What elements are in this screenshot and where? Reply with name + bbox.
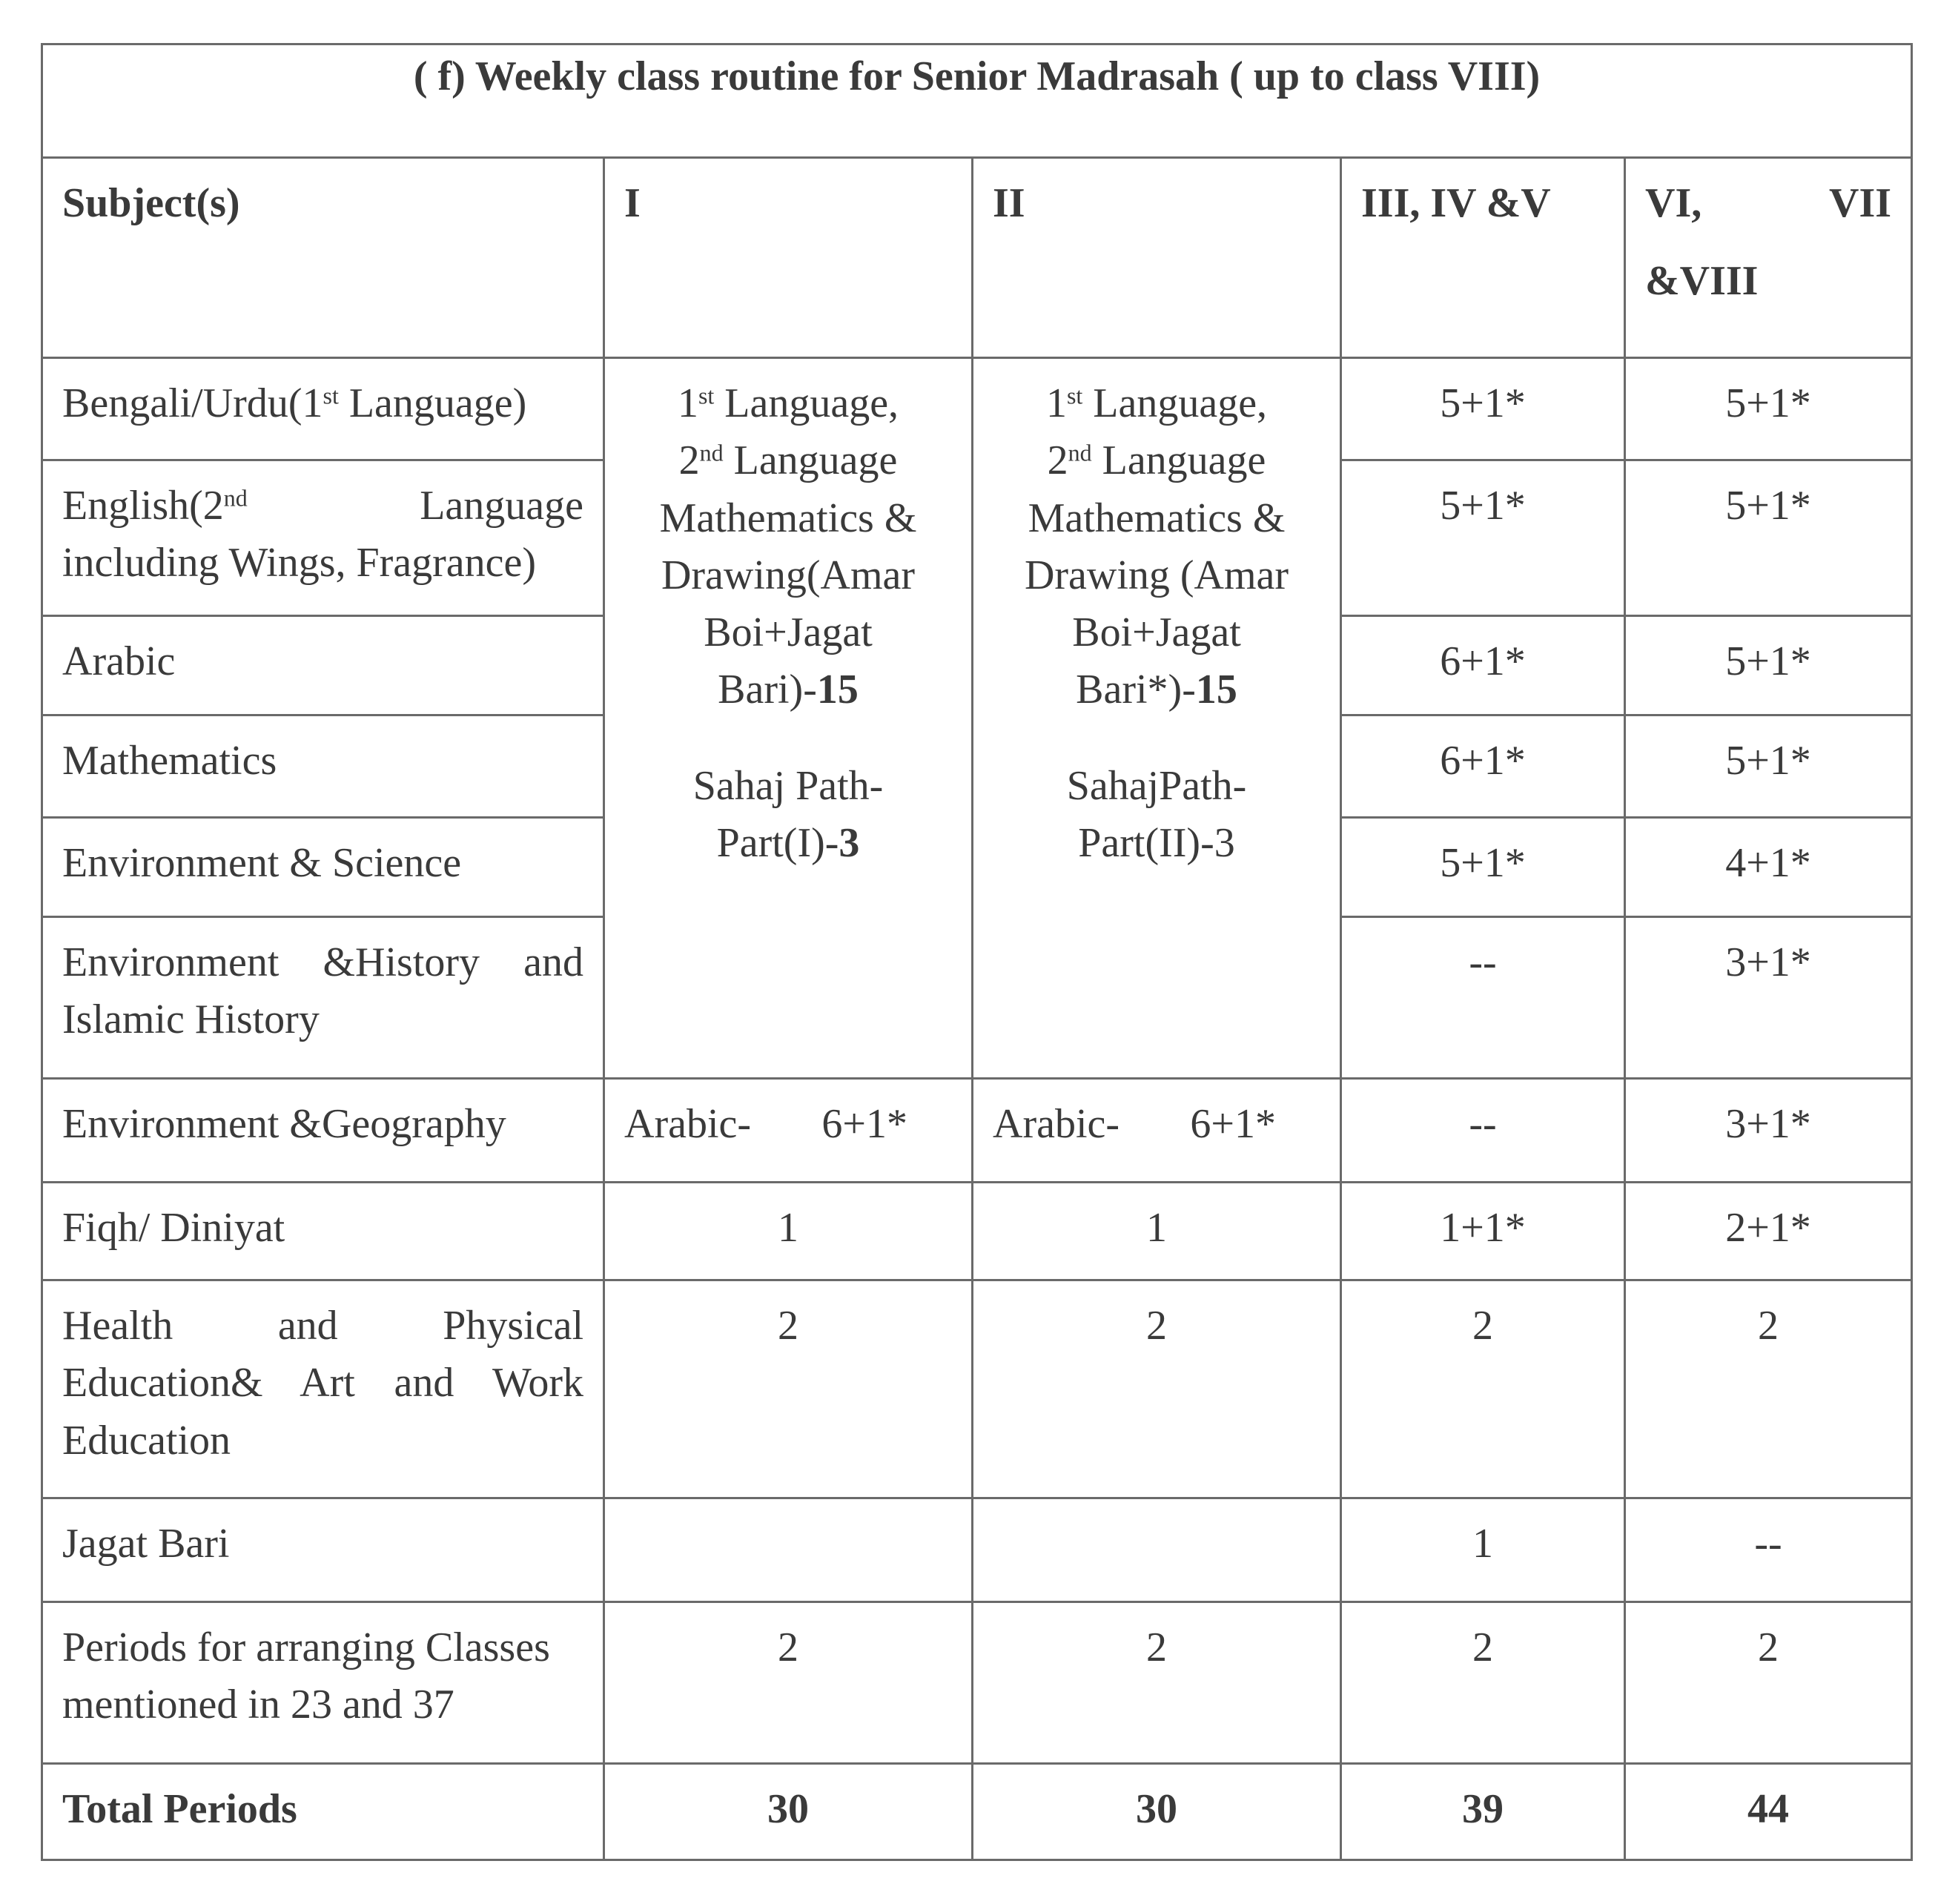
table-row xyxy=(42,1280,1912,1498)
periods-c3: 2 xyxy=(1341,1602,1625,1764)
health-c2: 2 xyxy=(973,1280,1341,1498)
health-c3: 2 xyxy=(1341,1280,1625,1498)
env-science-c4: 4+1* xyxy=(1625,818,1912,917)
english-c3: 5+1* xyxy=(1341,460,1625,616)
subject-total: Total Periods xyxy=(42,1764,604,1860)
subject-mathematics: Mathematics xyxy=(42,715,604,818)
total-row xyxy=(42,1764,1912,1860)
bengali-c3: 5+1* xyxy=(1341,358,1625,460)
arabic-c4: 5+1* xyxy=(1625,616,1912,715)
subject-env-history: Environment &History and Islamic History xyxy=(42,917,604,1079)
jagat-c4: -- xyxy=(1625,1498,1912,1602)
env-science-c3: 5+1* xyxy=(1341,818,1625,917)
header-viii: &VIII xyxy=(1645,258,1759,305)
jagat-c1 xyxy=(604,1498,973,1602)
routine-table xyxy=(41,43,1913,1861)
periods-c1: 2 xyxy=(604,1602,973,1764)
fiqh-c1: 1 xyxy=(604,1183,973,1280)
mathematics-c3: 6+1* xyxy=(1341,715,1625,818)
merged-cell-class-ii: 1st Language, 2nd Language Mathematics & Drawing (Amar Boi+Jagat Bari*)-15 SahajPath- Part(II)-3 xyxy=(973,358,1341,1079)
table-title: ( f) Weekly class routine for Senior Madrasah ( up to class VIII) xyxy=(413,53,1541,99)
subject-env-geography: Environment &Geography xyxy=(42,1079,604,1183)
mathematics-c4: 5+1* xyxy=(1625,715,1912,818)
env-history-c4: 3+1* xyxy=(1625,917,1912,1079)
health-c1: 2 xyxy=(604,1280,973,1498)
env-geo-c3: -- xyxy=(1341,1079,1625,1183)
subject-bengali: Bengali/Urdu(1st Language) xyxy=(42,358,604,460)
total-c4: 44 xyxy=(1625,1764,1912,1860)
table-row xyxy=(42,1498,1912,1602)
total-c2: 30 xyxy=(973,1764,1341,1860)
total-c1: 30 xyxy=(604,1764,973,1860)
total-c3: 39 xyxy=(1341,1764,1625,1860)
table-title-cell xyxy=(42,44,1912,158)
subject-arabic: Arabic xyxy=(42,616,604,715)
subject-health: Health and Physical Education& Art and Work Education xyxy=(42,1280,604,1498)
table-row xyxy=(42,1183,1912,1280)
subject-fiqh: Fiqh/ Diniyat xyxy=(42,1183,604,1280)
jagat-c2 xyxy=(973,1498,1341,1602)
health-c4: 2 xyxy=(1625,1280,1912,1498)
fiqh-c2: 1 xyxy=(973,1183,1341,1280)
env-geo-c2: Arabic- 6+1* xyxy=(973,1079,1341,1183)
header-class-vi-viii xyxy=(1625,158,1912,358)
header-row xyxy=(42,158,1912,358)
table-row xyxy=(42,1079,1912,1183)
periods-c2: 2 xyxy=(973,1602,1341,1764)
header-class-i: I xyxy=(604,158,973,358)
periods-c4: 2 xyxy=(1625,1602,1912,1764)
table-row xyxy=(42,1602,1912,1764)
header-vi-line: VI, VII xyxy=(1645,180,1892,226)
env-geo-c4: 3+1* xyxy=(1625,1079,1912,1183)
routine-document xyxy=(41,43,1911,1861)
table-row xyxy=(42,358,1912,460)
english-c4: 5+1* xyxy=(1625,460,1912,616)
subject-english: English(2nd Language including Wings, Fragrance) xyxy=(42,460,604,616)
header-subject: Subject(s) xyxy=(42,158,604,358)
arabic-c3: 6+1* xyxy=(1341,616,1625,715)
fiqh-c3: 1+1* xyxy=(1341,1183,1625,1280)
subject-jagat-bari: Jagat Bari xyxy=(42,1498,604,1602)
subject-env-science: Environment & Science xyxy=(42,818,604,917)
fiqh-c4: 2+1* xyxy=(1625,1183,1912,1280)
env-history-c3: -- xyxy=(1341,917,1625,1079)
subject-periods: Periods for arranging Classes mentioned in 23 and 37 xyxy=(42,1602,604,1764)
header-class-ii: II xyxy=(973,158,1341,358)
env-geo-c1: Arabic- 6+1* xyxy=(604,1079,973,1183)
header-class-iii-v: III, IV &V xyxy=(1341,158,1625,358)
merged-cell-class-i: 1st Language, 2nd Language Mathematics & Drawing(Amar Boi+Jagat Bari)-15 Sahaj Path- Part(I)-3 xyxy=(604,358,973,1079)
title-row xyxy=(42,44,1912,158)
bengali-c4: 5+1* xyxy=(1625,358,1912,460)
jagat-c3: 1 xyxy=(1341,1498,1625,1602)
